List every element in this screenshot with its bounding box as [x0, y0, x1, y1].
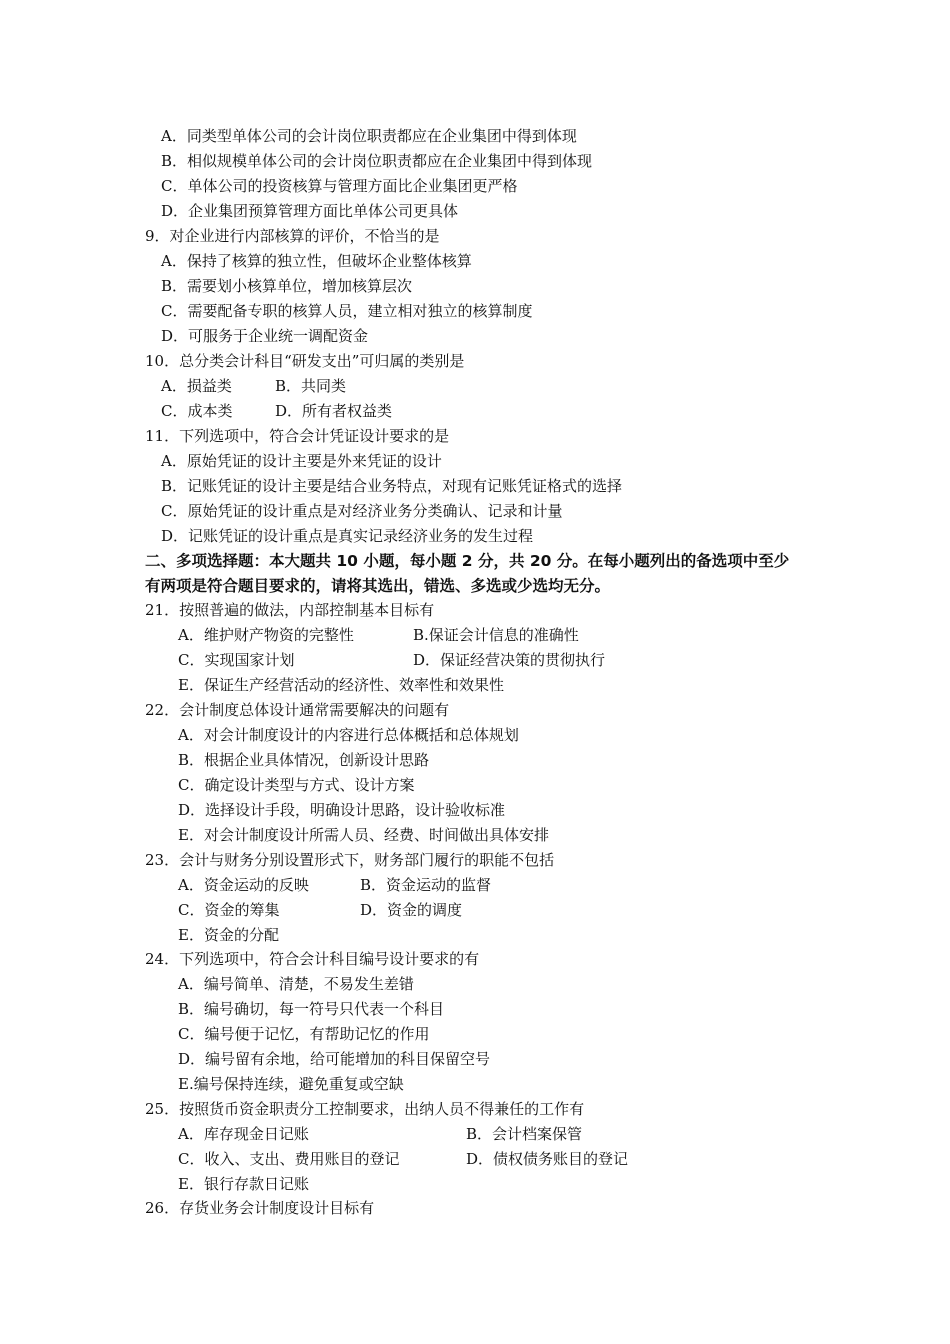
- section2-heading-line2: 有两项是符合题目要求的，请将其选出，错选、多选或少选均无分。: [145, 577, 611, 595]
- q24-option-c: C．编号便于记忆，有帮助记忆的作用: [178, 1025, 430, 1043]
- q25-option-b: B．会计档案保管: [466, 1125, 583, 1143]
- q9-option-a: A．保持了核算的独立性，但破坏企业整体核算: [161, 252, 472, 270]
- q11-option-a: A．原始凭证的设计主要是外来凭证的设计: [161, 452, 442, 470]
- q10-option-d: D．所有者权益类: [275, 402, 393, 420]
- q21-option-c: C．实现国家计划: [178, 651, 295, 669]
- q22-option-c: C．确定设计类型与方式、设计方案: [178, 776, 415, 794]
- q10-option-a: A．损益类: [161, 377, 232, 395]
- q21-option-a: A．维护财产物资的完整性: [178, 626, 354, 644]
- q24-option-e: E.编号保持连续，避免重复或空缺: [178, 1075, 404, 1093]
- q22-stem: 22．会计制度总体设计通常需要解决的问题有: [145, 701, 450, 719]
- q22-option-b: B．根据企业具体情况，创新设计思路: [178, 751, 430, 769]
- q21-option-d: D．保证经营决策的贯彻执行: [413, 651, 606, 669]
- q9-option-d: D．可服务于企业统一调配资金: [161, 327, 369, 345]
- q11-stem: 11．下列选项中，符合会计凭证设计要求的是: [145, 427, 450, 445]
- q23-option-c: C．资金的筹集: [178, 901, 280, 919]
- q21-stem: 21．按照普遍的做法，内部控制基本目标有: [145, 601, 435, 619]
- q8-option-c: C．单体公司的投资核算与管理方面比企业集团更严格: [161, 177, 518, 195]
- q10-stem: 10．总分类会计科目“研发支出”可归属的类别是: [145, 352, 465, 370]
- q25-option-e: E．银行存款日记账: [178, 1175, 309, 1193]
- q24-stem: 24．下列选项中，符合会计科目编号设计要求的有: [145, 950, 480, 968]
- q8-option-b: B．相似规模单体公司的会计岗位职责都应在企业集团中得到体现: [161, 152, 593, 170]
- q8-option-d: D．企业集团预算管理方面比单体公司更具体: [161, 202, 459, 220]
- q22-option-e: E．对会计制度设计所需人员、经费、时间做出具体安排: [178, 826, 549, 844]
- q25-option-d: D．债权债务账目的登记: [466, 1150, 629, 1168]
- q23-option-a: A．资金运动的反映: [178, 876, 309, 894]
- q23-stem: 23．会计与财务分别设置形式下，财务部门履行的职能不包括: [145, 851, 555, 869]
- section2-heading-line1: 二、多项选择题：本大题共 10 小题，每小题 2 分，共 20 分。在每小题列出的备选项中至少: [145, 552, 790, 570]
- q10-option-c: C．成本类: [161, 402, 233, 420]
- q10-option-b: B．共同类: [275, 377, 347, 395]
- q24-option-d: D．编号留有余地，给可能增加的科目保留空号: [178, 1050, 491, 1068]
- q9-stem: 9．对企业进行内部核算的评价，不恰当的是: [145, 227, 440, 245]
- q25-option-a: A．库存现金日记账: [178, 1125, 309, 1143]
- q26-stem: 26．存货业务会计制度设计目标有: [145, 1199, 375, 1217]
- q21-option-b: B.保证会计信息的准确性: [413, 626, 579, 644]
- q9-option-b: B．需要划小核算单位，增加核算层次: [161, 277, 413, 295]
- q11-option-c: C．原始凭证的设计重点是对经济业务分类确认、记录和计量: [161, 502, 563, 520]
- q24-option-a: A．编号简单、清楚，不易发生差错: [178, 975, 414, 993]
- q22-option-d: D．选择设计手段，明确设计思路，设计验收标准: [178, 801, 506, 819]
- q11-option-d: D．记账凭证的设计重点是真实记录经济业务的发生过程: [161, 527, 534, 545]
- q11-option-b: B．记账凭证的设计主要是结合业务特点，对现有记账凭证格式的选择: [161, 477, 623, 495]
- q25-option-c: C．收入、支出、费用账目的登记: [178, 1150, 400, 1168]
- q23-option-e: E．资金的分配: [178, 926, 279, 944]
- q8-option-a: A．同类型单体公司的会计岗位职责都应在企业集团中得到体现: [161, 127, 577, 145]
- q9-option-c: C．需要配备专职的核算人员，建立相对独立的核算制度: [161, 302, 533, 320]
- q24-option-b: B．编号确切，每一符号只代表一个科目: [178, 1000, 445, 1018]
- q22-option-a: A．对会计制度设计的内容进行总体概括和总体规划: [178, 726, 519, 744]
- q23-option-b: B．资金运动的监督: [360, 876, 492, 894]
- q25-stem: 25．按照货币资金职责分工控制要求，出纳人员不得兼任的工作有: [145, 1100, 585, 1118]
- q21-option-e: E．保证生产经营活动的经济性、效率性和效果性: [178, 676, 504, 694]
- q23-option-d: D．资金的调度: [360, 901, 463, 919]
